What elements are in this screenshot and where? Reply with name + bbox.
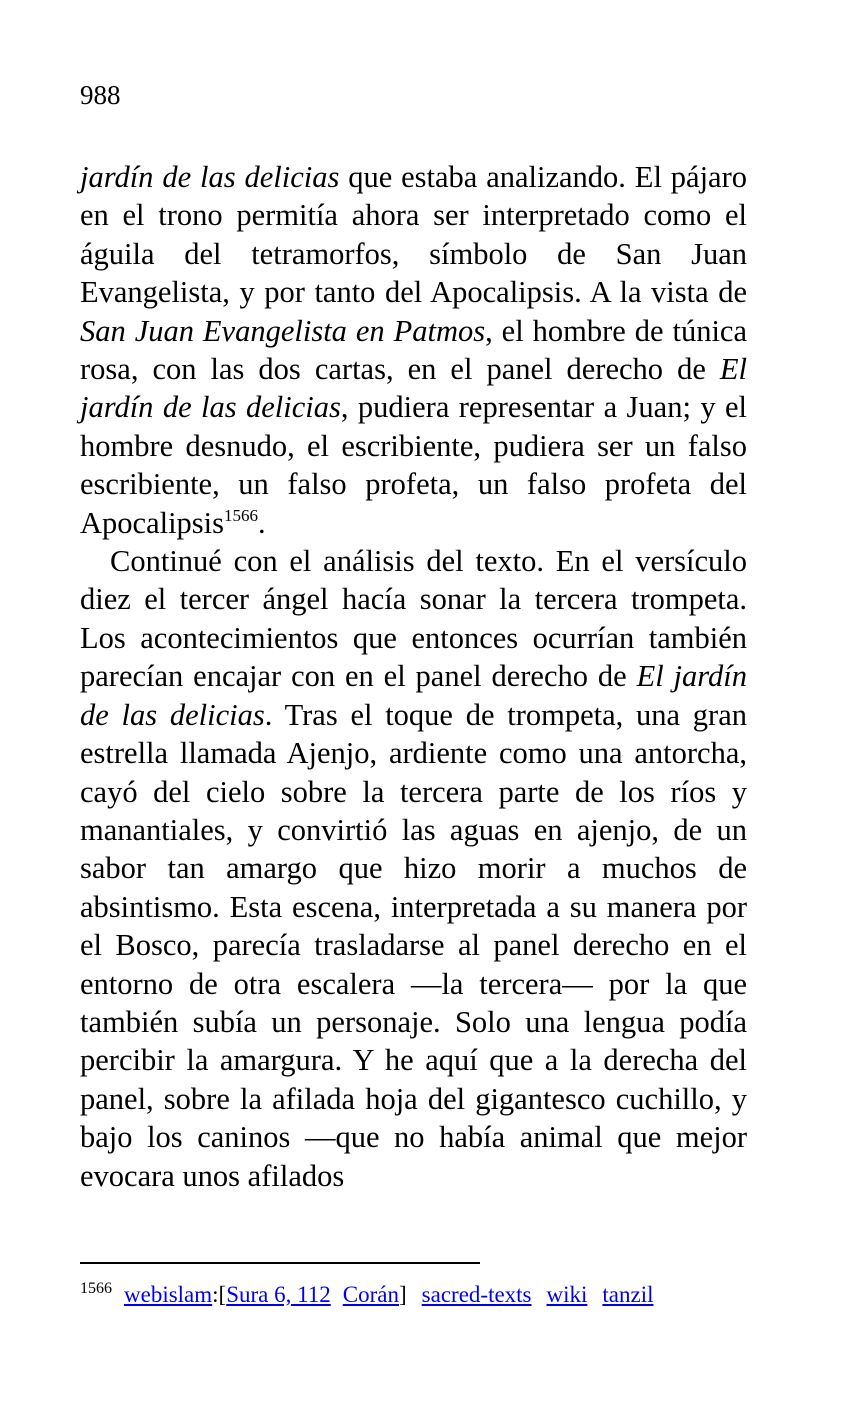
text-run: que estaba analizando. El pájaro en el trono permitía ahora ser interpretado como el águila del tetramorfos, símbolo de San Juan Evangelista, y por tanto del Apocalipsis. A la vista de <box>80 160 747 310</box>
text-run: , pudiera representar a Juan; y el hombre desnudo, el escribiente, pudiera ser un falso escribiente, un falso profeta, un falso profeta del Apocalipsis <box>80 390 747 540</box>
footnote-bracket-open: [ <box>218 1282 227 1307</box>
footnote-colon: : <box>212 1282 219 1307</box>
footnote <box>80 1280 654 1310</box>
sacred-texts-link[interactable]: sacred-texts <box>421 1282 532 1307</box>
book-title-italic: jardín de las delicias <box>80 160 340 194</box>
footnote-bracket-close: ] <box>399 1282 407 1307</box>
footnote-number: 1566 <box>80 1280 112 1297</box>
footnote-reference: 1566 <box>224 505 259 525</box>
tanzil-link[interactable]: tanzil <box>602 1282 654 1307</box>
footnote-divider <box>80 1262 480 1264</box>
coran-link[interactable]: Corán <box>342 1282 399 1307</box>
text-run: . <box>258 505 266 540</box>
text-run: , el hombre de túnica rosa, con las dos cartas, en el panel derecho de <box>80 313 747 387</box>
text-run: Continué con el análisis del texto. En el versículo diez el tercer ángel hacía sonar la tercera trompeta. Los acontecimientos que entonces ocurrían también parecían encajar con en el panel derecho de <box>80 544 747 694</box>
webislam-link[interactable]: webislam <box>124 1282 213 1307</box>
wiki-link[interactable]: wiki <box>546 1282 588 1307</box>
paragraph <box>80 542 747 1195</box>
sura-link[interactable]: Sura 6, 112 <box>226 1282 331 1307</box>
page-number: 988 <box>80 80 121 110</box>
painting-title-italic: El jardín de las delicias <box>80 352 747 425</box>
painting-title-italic: El jardín de las delicias <box>80 659 747 732</box>
painting-title-italic: San Juan Evangelista en Patmos <box>80 313 486 348</box>
body-text <box>80 158 747 1195</box>
paragraph <box>80 158 747 542</box>
text-run: . Tras el toque de trompeta, una gran estrella llamada Ajenjo, ardiente como una antorcha, cayó del cielo sobre la tercera parte de los ríos y manantiales, y convirtió las aguas en ajenjo, de un sabor tan amargo que hizo morir a muchos de absintismo. Esta escena, interpretada a su manera por el Bosco, parecía trasladarse al panel derecho en el entorno de otra escalera —la tercera— por la que también subía un personaje. Solo una lengua podía percibir la amargura. Y he aquí que a la derecha del panel, sobre la afilada hoja del gigantesco cuchillo, y bajo los caninos —que no había animal que mejor evocara unos afilados <box>80 697 748 1193</box>
